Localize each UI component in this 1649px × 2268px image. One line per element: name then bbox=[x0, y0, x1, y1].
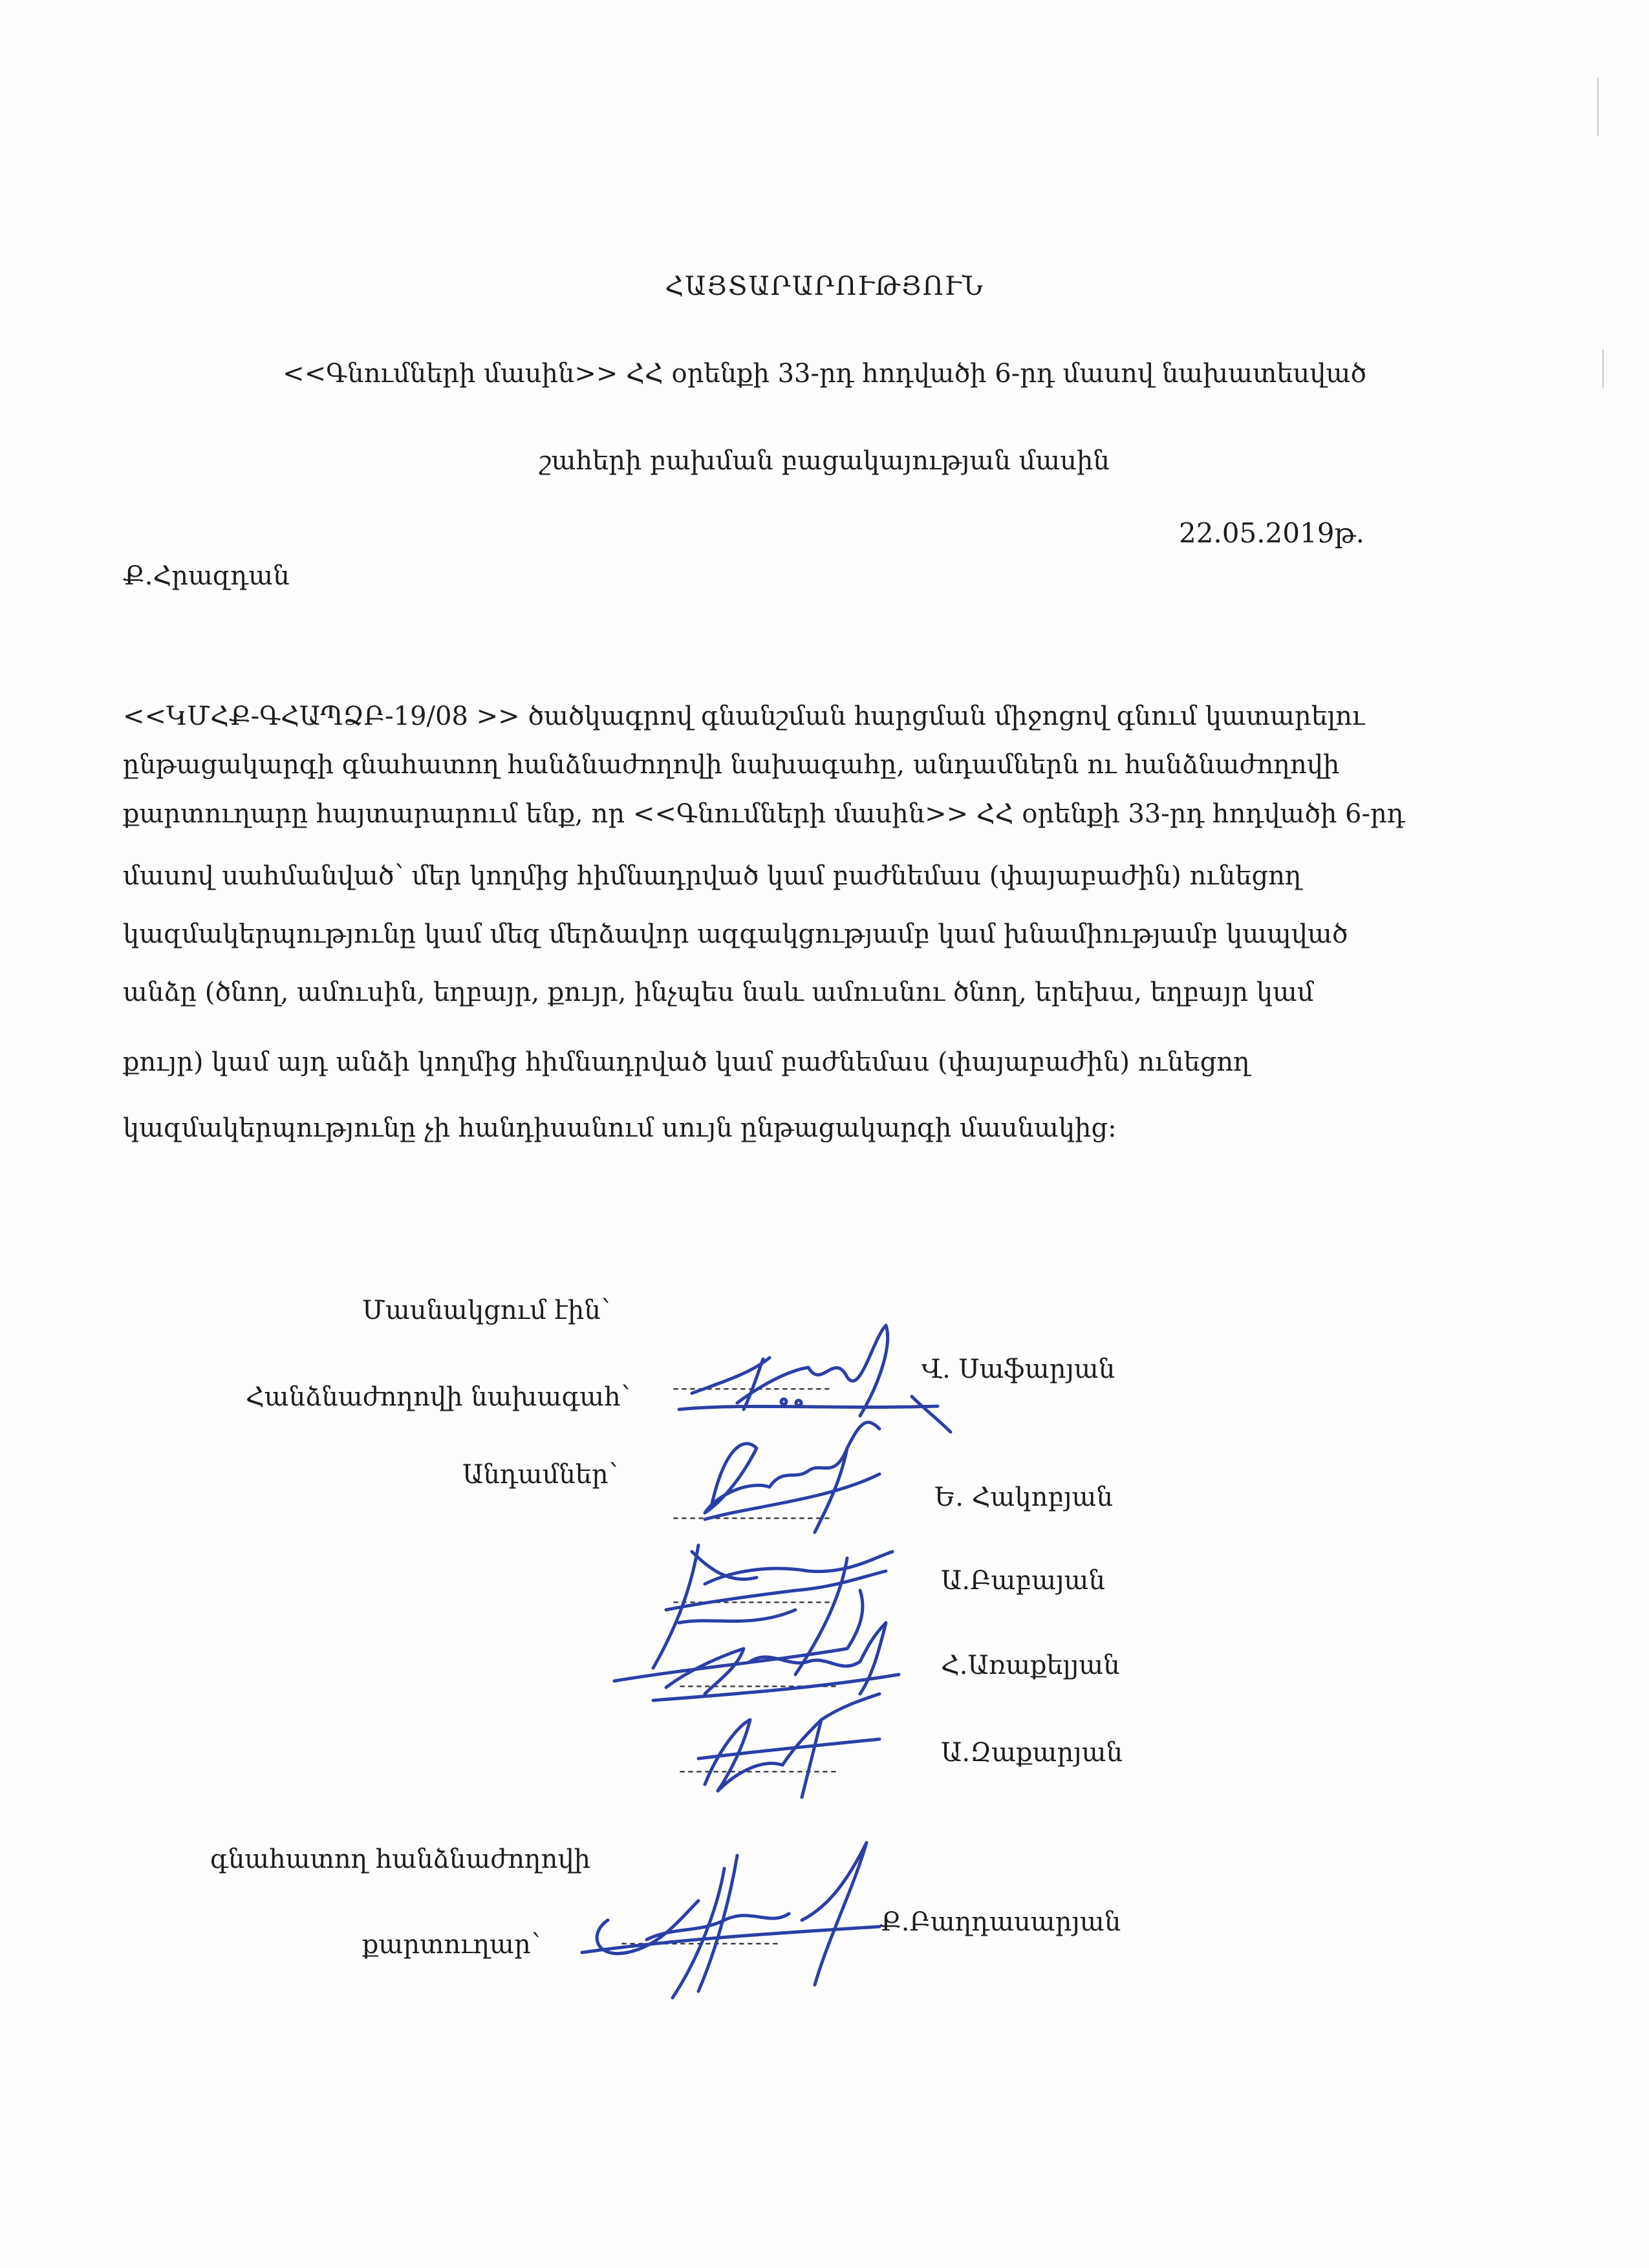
members-label: Անդամներ՝ bbox=[462, 1460, 618, 1490]
body-line: կազմակերպությունը կամ մեզ մերձավոր ազգակցությամբ կամ խնամիությամբ կապված bbox=[123, 919, 1348, 949]
document-city: Ք.Հրազդան bbox=[123, 561, 290, 591]
member-name: Հ.Առաքելյան bbox=[941, 1651, 1120, 1680]
document-title: ՀԱՅՏԱՐԱՐՈՒԹՅՈՒՆ bbox=[665, 272, 984, 301]
member-signature bbox=[685, 1409, 892, 1539]
document-date: 22.05.2019թ. bbox=[1178, 517, 1364, 549]
signature-rule: ------------------- bbox=[621, 1932, 781, 1953]
body-line: <<ԿՄՀՔ-ԳՀԱՊՁԲ-19/08 >> ծածկագրով գնանշման հարցման միջոցով գնում կատարելու bbox=[123, 701, 1365, 731]
body-line: մասով սահմանված՝ մեր կողմից հիմնադրված կամ բաժնեմաս (փայաբաժին) ունեցող bbox=[123, 861, 1302, 891]
body-line: անձը (ծնող, ամուսին, եղբայր, քույր, ինչպես նաև ամուսնու ծնող, երեխա, եղբայր կամ bbox=[123, 978, 1314, 1007]
signature-rule: ------------------- bbox=[673, 1506, 832, 1528]
member-name: Ա.Զաքարյան bbox=[941, 1738, 1123, 1768]
member-name: Ա.Բաբայան bbox=[941, 1566, 1105, 1596]
chair-label: Հանձնաժողովի նախագահ՝ bbox=[246, 1382, 630, 1412]
body-line: քույր) կամ այդ անձի կողմից հիմնադրված կամ բաժնեմաս (փայաբաժին) ունեցող bbox=[123, 1047, 1250, 1077]
signature-rule: ------------------- bbox=[673, 1377, 832, 1398]
body-line: կազմակերպությունը չի հանդիսանում սույն ընթացակարգի մասնակից: bbox=[123, 1113, 1117, 1143]
chair-name: Վ. Սաֆարյան bbox=[921, 1354, 1116, 1384]
scan-edge-mark bbox=[1597, 78, 1599, 136]
member-name: Ե. Հակոբյան bbox=[934, 1482, 1113, 1512]
signature-rule: ------------------- bbox=[673, 1590, 832, 1612]
signature-rule: ------------------- bbox=[679, 1760, 839, 1781]
secretary-signature bbox=[569, 1830, 905, 2024]
body-line: ընթացակարգի գնահատող հանձնաժողովի նախագահը, անդամներն ու հանձնաժողովի bbox=[123, 750, 1340, 780]
secretary-label-line-1: գնահատող հանձնաժողովի bbox=[210, 1845, 591, 1874]
secretary-label-line-2: քարտուղար՝ bbox=[362, 1930, 541, 1960]
member-signature bbox=[685, 1681, 892, 1810]
signature-rule: ------------------- bbox=[679, 1674, 839, 1696]
body-line: քարտուղարը հայտարարում ենք, որ <<Գնումների մասին>> ՀՀ օրենքի 33-րդ հոդվածի 6-րդ bbox=[123, 799, 1405, 829]
secretary-name: Ք.Բաղդասարյան bbox=[879, 1907, 1121, 1937]
participated-label: Մասնակցում էին՝ bbox=[362, 1296, 610, 1325]
document-subtitle-line-2: շահերի բախման բացակայության մասին bbox=[539, 446, 1110, 476]
document-subtitle-line-1: <<Գնումների մասին>> ՀՀ օրենքի 33-րդ հոդվածի 6-րդ մասով նախատեսված bbox=[283, 359, 1366, 389]
